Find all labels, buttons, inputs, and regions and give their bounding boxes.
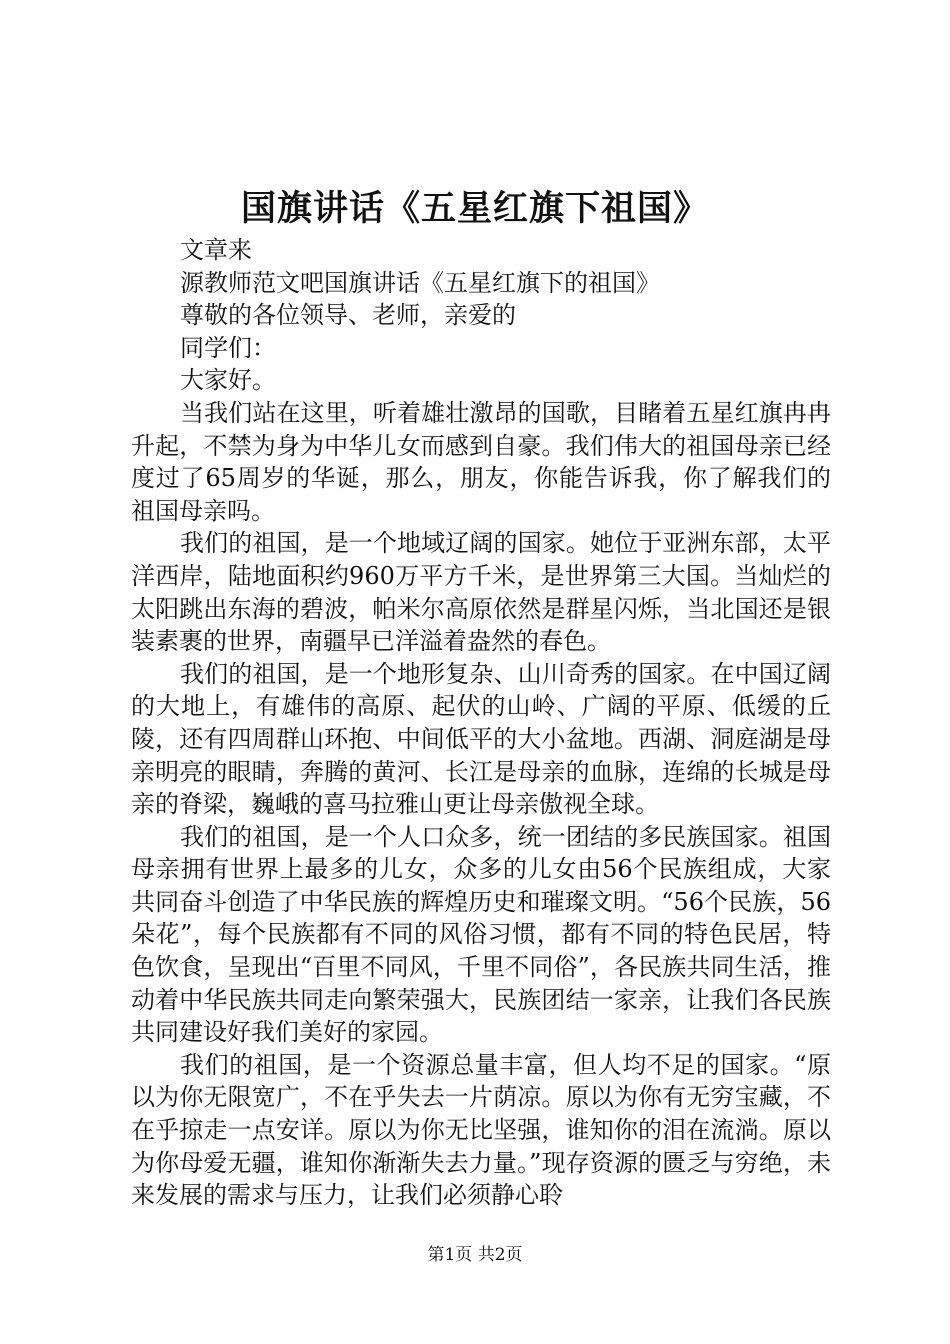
intro-line-source: 源教师范文吧国旗讲话《五星红旗下的祖国》 (180, 268, 660, 297)
paragraph-5: 我们的祖国，是一个资源总量丰富，但人均不足的国家。“原以为你无限宽广，不在乎失去一片荫凉。原以为你有无穷宝藏，不在乎掠走一点安详。原以为你无比坚强，谁知你的泪在流淌。原以为你母爱无疆，谁知你渐渐失去力量。”现存资源的匮乏与穷绝，未来发展的需求与压力，让我们必须静心聆 (131, 1050, 831, 1210)
page-footer: 第1页 共2页 (427, 1245, 523, 1265)
intro-line-salutation: 尊敬的各位领导、老师，亲爱的 (180, 301, 516, 330)
intro-line-source-prefix: 文章来 (180, 236, 252, 264)
paragraph-1: 当我们站在这里，听着雄壮激昂的国歌，目睹着五星红旗冉冉升起，不禁为身为中华儿女而感到自豪。我们伟大的祖国母亲已经度过了65周岁的华诞，那么，朋友，你能告诉我，你了解我们的祖国母亲吗。 (131, 398, 831, 525)
paragraph-3: 我们的祖国，是一个地形复杂、山川奇秀的国家。在中国辽阔的大地上，有雄伟的高原、起伏的山岭、广阔的平原、低缓的丘陵，还有四周群山环抱、中间低平的大小盆地。西湖、洞庭湖是母亲明亮的眼睛，奔腾的黄河、长江是母亲的血脉，连绵的长城是母亲的脊梁，巍峨的喜马拉雅山更让母亲傲视全球。 (131, 659, 831, 819)
document-body (131, 234, 831, 1212)
intro-line-greeting: 大家好。 (180, 366, 276, 395)
paragraph-4: 我们的祖国，是一个人口众多，统一团结的多民族国家。祖国母亲拥有世界上最多的儿女，众多的儿女由56个民族组成，大家共同奋斗创造了中华民族的辉煌历史和璀璨文明。“56个民族，56朵花”，每个民族都有不同的风俗习惯，都有不同的特色民居，特色饮食，呈现出“百里不同风，千里不同俗”，各民族共同生活，推动着中华民族共同走向繁荣强大，民族团结一家亲，让我们各民族共同建设好我们美好的家园。 (131, 822, 831, 1047)
paragraph-2: 我们的祖国，是一个地域辽阔的国家。她位于亚洲东部，太平洋西岸，陆地面积约960万平方千米，是世界第三大国。当灿烂的太阳跳出东海的碧波，帕米尔高原依然是群星闪烁，当北国还是银装素裹的世界，南疆早已洋溢着盎然的春色。 (131, 529, 831, 656)
intro-line-students: 同学们： (180, 333, 276, 362)
document-title: 国旗讲话《五星红旗下祖国》 (240, 188, 709, 229)
